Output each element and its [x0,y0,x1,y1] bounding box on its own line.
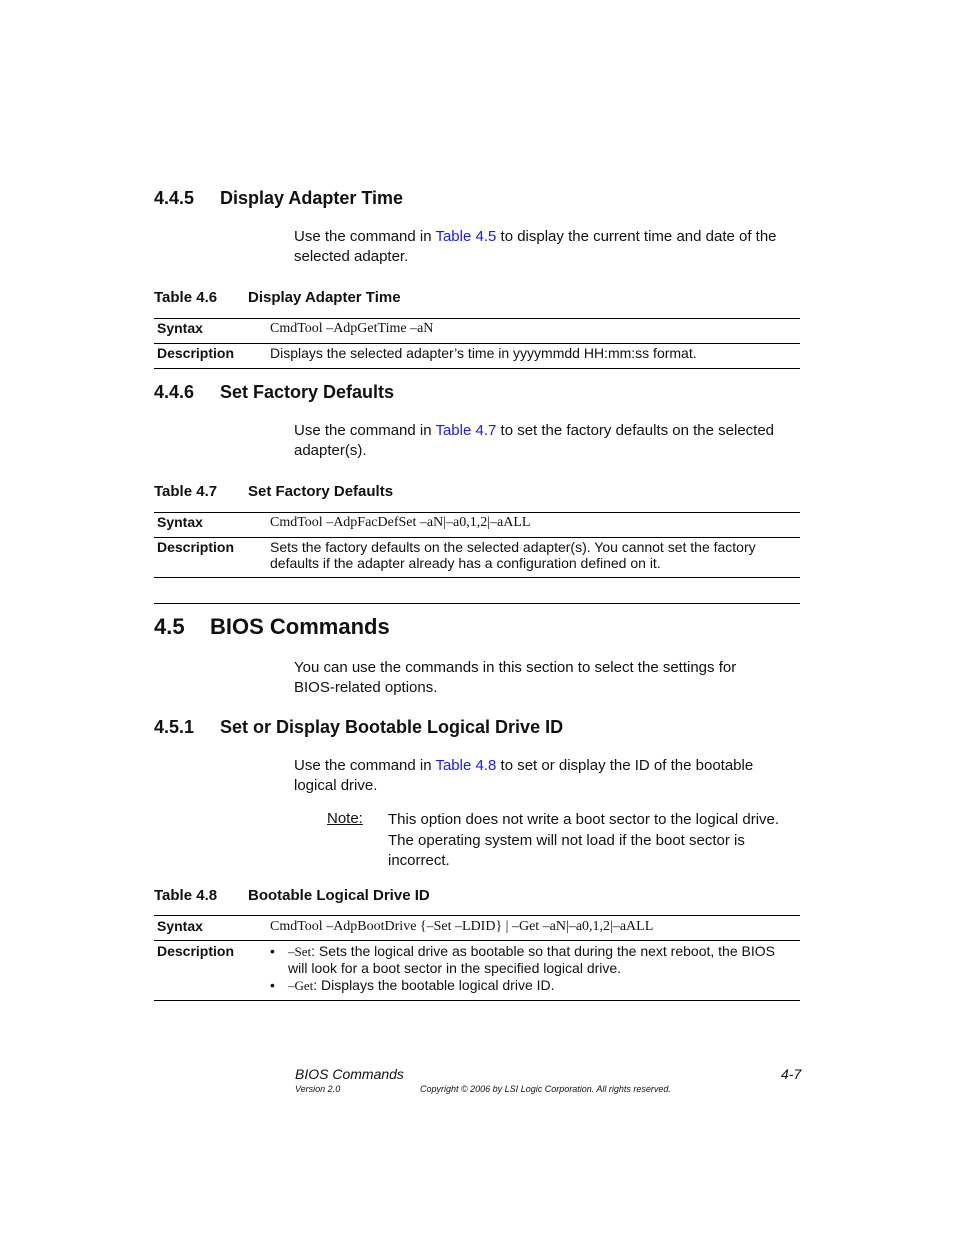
text: adapter(s). [294,442,367,459]
text: to display the current time and date of the [496,228,777,245]
text: Sets the factory defaults on the selected adapter(s). You cannot set the factory [270,539,756,555]
text: incorrect. [388,852,450,869]
bullet-icon: • [270,943,275,959]
text: You can use the commands in this section to select the settings for [294,659,737,676]
table-rule [154,915,800,916]
text: Use the command in [294,228,436,245]
text: to set or display the ID of the bootable [496,757,754,774]
footer-section-title: BIOS Commands [295,1066,404,1082]
text: selected adapter. [294,248,409,265]
section-title: Display Adapter Time [220,188,404,208]
section-heading-4-5 [154,614,390,640]
text: Use the command in [294,422,436,439]
table-rule [154,940,800,941]
section-number: 4.5.1 [154,717,195,737]
list-item [288,977,555,994]
table-number: Table 4.6 [154,289,218,306]
section-heading-4-4-6 [154,382,394,403]
table-rule [154,577,800,578]
text: will look for a boot sector in the specified logical drive. [288,960,622,976]
table-link[interactable]: Table 4.8 [435,757,497,774]
table-caption [154,289,401,306]
table-number: Table 4.7 [154,483,218,500]
section-heading-4-5-1 [154,717,563,738]
section-title: Set Factory Defaults [220,382,395,402]
table-rule [154,368,800,369]
paragraph [294,227,800,267]
text: BIOS-related options. [294,679,438,696]
text: This option does not write a boot sector to the logical drive. [388,811,780,828]
paragraph [294,658,800,698]
description-text: Displays the selected adapter’s time in yyyymmdd HH:mm:ss format. [270,345,697,361]
table-rule [154,512,800,513]
table-rule [154,537,800,538]
text: Use the command in [294,757,436,774]
paragraph [294,756,800,796]
text: : Displays the bootable logical drive ID. [313,977,555,993]
section-title: BIOS Commands [210,614,390,639]
syntax-label: Syntax [157,320,203,336]
text: logical drive. [294,777,378,794]
paragraph [294,421,800,461]
table-title: Display Adapter Time [248,289,401,306]
text: defaults if the adapter already has a configuration defined on it. [270,555,661,571]
table-caption [154,483,393,500]
section-title: Set or Display Bootable Logical Drive ID [220,717,564,737]
table-rule [154,318,800,319]
section-number: 4.5 [154,614,185,639]
table-title: Set Factory Defaults [248,483,394,500]
description-label: Description [157,943,235,959]
section-rule [154,603,800,604]
table-link[interactable]: Table 4.5 [435,228,497,245]
note-label: Note: [327,810,363,827]
text: : Sets the logical drive as bootable so that during the next reboot, the BIOS [311,943,775,959]
description-label: Description [157,345,235,361]
syntax-code: CmdTool –AdpFacDefSet –aN|–a0,1,2|–aALL [270,515,531,530]
list-item [288,943,775,976]
table-rule [154,343,800,344]
table-link[interactable]: Table 4.7 [435,422,497,439]
text: The operating system will not load if the boot sector is [388,831,745,849]
description-label: Description [157,539,235,555]
section-number: 4.4.6 [154,382,195,402]
footer-copyright: Copyright © 2006 by LSI Logic Corporation. All rights reserved. [420,1084,671,1094]
description-text [270,539,756,571]
footer-version: Version 2.0 [295,1084,341,1094]
bullet-icon: • [270,977,275,993]
section-number: 4.4.5 [154,188,195,208]
syntax-code: CmdTool –AdpBootDrive {–Set –LDID} | –Get –aN|–a0,1,2|–aALL [270,919,654,934]
code-term: –Set [288,944,312,959]
code-term: –Get [288,978,314,993]
section-heading-4-4-5 [154,188,403,209]
note-text [388,810,800,872]
text: to set the factory defaults on the selected [496,422,775,439]
footer-page-number: 4-7 [781,1066,802,1082]
table-caption [154,887,430,904]
table-number: Table 4.8 [154,887,218,904]
table-rule [154,1000,800,1001]
syntax-code: CmdTool –AdpGetTime –aN [270,321,434,336]
syntax-label: Syntax [157,514,203,530]
table-title: Bootable Logical Drive ID [248,887,430,904]
syntax-label: Syntax [157,918,203,934]
